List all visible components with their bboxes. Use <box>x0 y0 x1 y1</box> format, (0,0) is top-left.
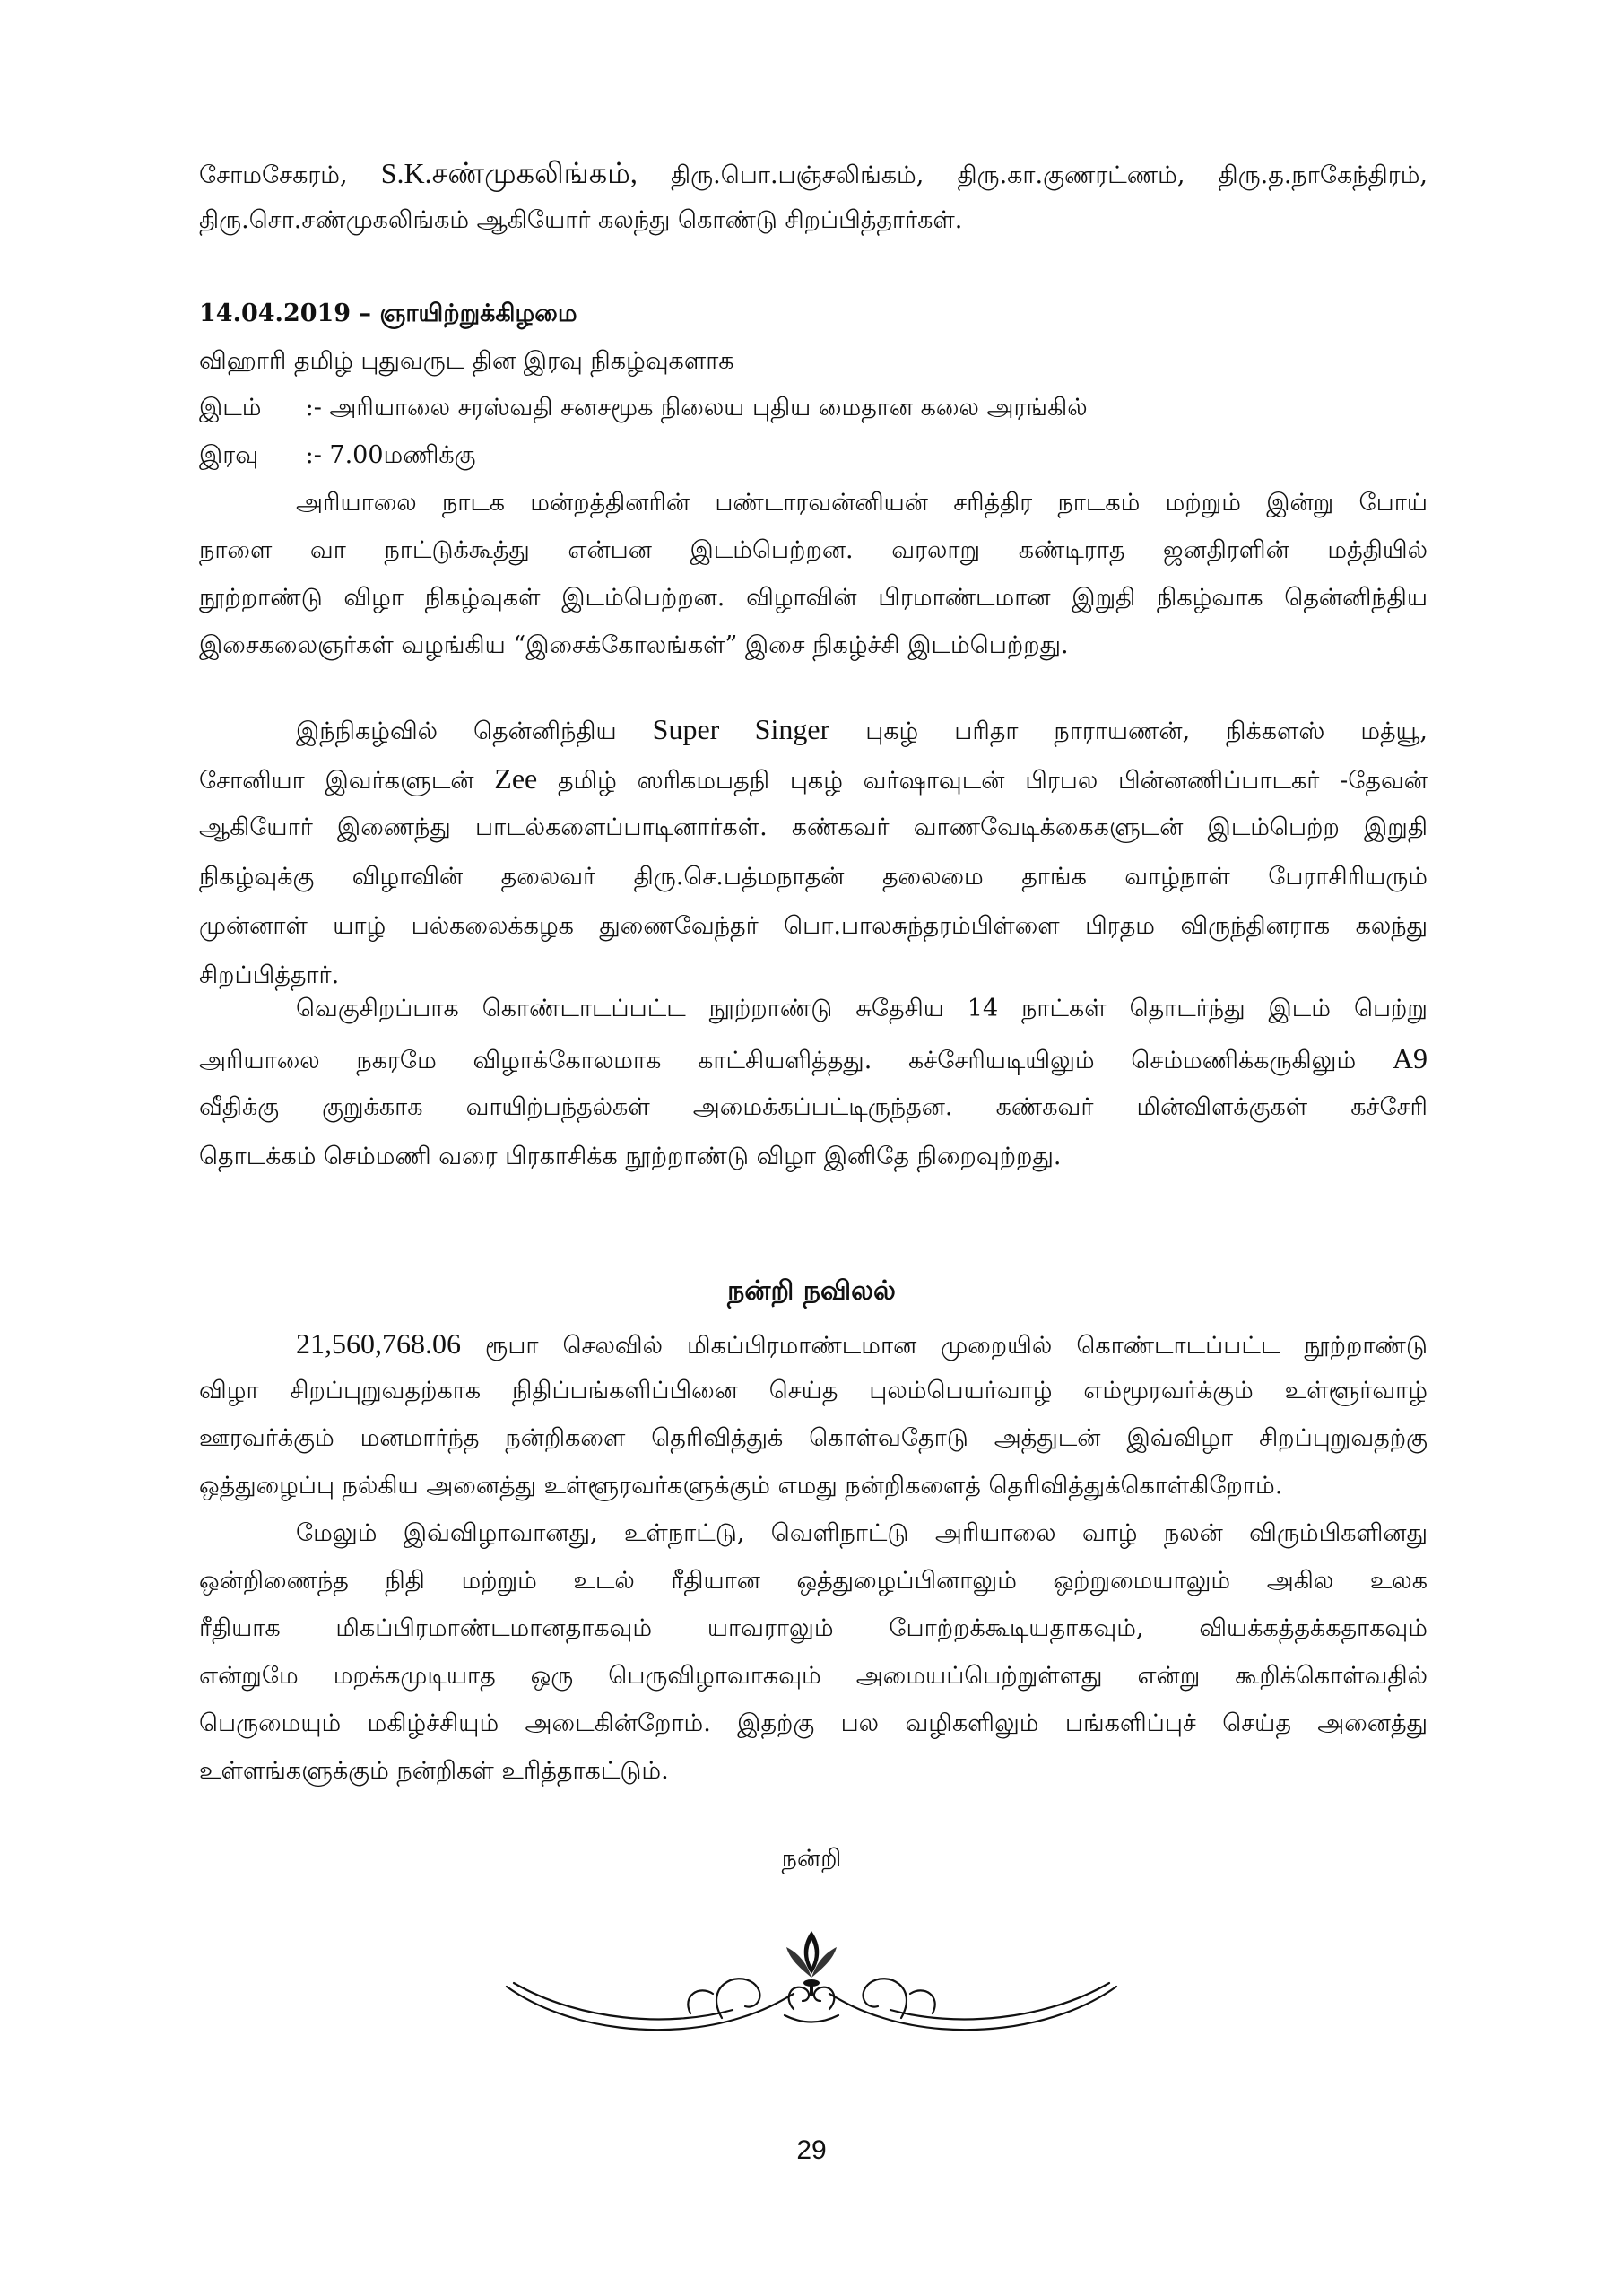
paragraph3-line2-a: அரியாலை நகரமே விழாக்கோலமாக காட்சியளித்தது. கச்சேரியடியிலும் செம்மணிக்கருகிலும் <box>199 1047 1357 1074</box>
paragraph1-line-2: நாளை வா நாட்டுக்கூத்து என்பன இடம்பெற்றன. வரலாறு கண்டிராத ஜனதிரளின் மத்தியில் <box>199 536 1428 564</box>
intro-name-2: S.K.சண்முகலிங்கம், <box>380 157 638 189</box>
thanks1-line-3: ஊரவர்க்கும் மனமார்ந்த நன்றிகளை தெரிவித்துக் கொள்வதோடு அத்துடன் இவ்விழா சிறப்புறுவதற்கு <box>199 1424 1428 1452</box>
time-value: :- 7.00மணிக்கு <box>305 441 476 469</box>
intro-name-3: திரு.பொ.பஞ்சலிங்கம், <box>671 161 924 189</box>
paragraph2-line2-c: தமிழ் ஸரிகமபதநி புகழ் வர்ஷாவுடன் பிரபல பின்னணிப்பாடகர் -தேவன் <box>557 767 1428 795</box>
paragraph3-line-4: தொடக்கம் செம்மணி வரை பிரகாசிக்க நூற்றாண்டு விழா இனிதே நிறைவுற்றது. <box>199 1143 1062 1170</box>
paragraph3-line-3: வீதிக்கு குறுக்காக வாயிற்பந்தல்கள் அமைக்கப்பட்டிருந்தன. கண்கவர் மின்விளக்குகள் கச்சேரி <box>199 1093 1428 1121</box>
venue-label: இடம் <box>199 394 262 422</box>
thanks1-line-4: ஒத்துழைப்பு நல்கிய அனைத்து உள்ளூரவர்களுக்கும் எமது நன்றிகளைத் தெரிவித்துக்கொள்கிறோம். <box>199 1472 1283 1500</box>
thanks2-line-4: என்றுமே மறக்கமுடியாத ஒரு பெருவிழாவாகவும் அமையப்பெற்றுள்ளது என்று கூறிக்கொள்வதில் <box>199 1662 1428 1690</box>
intro-name-5: திரு.த.நாகேந்திரம், <box>1218 161 1428 189</box>
paragraph2-zee: Zee <box>494 762 538 795</box>
time-row <box>199 439 476 472</box>
decorative-flourish-icon <box>498 1924 1125 2049</box>
venue-row <box>199 392 1088 424</box>
paragraph1-line-1: அரியாலை நாடக மன்றத்தினரின் பண்டாரவன்னியன் சரித்திர நாடகம் மற்றும் இன்று போய் <box>296 489 1428 517</box>
event-heading: 14.04.2019 – ஞாயிற்றுக்கிழமை <box>199 300 577 327</box>
intro-name-1: சோமசேகரம், <box>199 161 348 189</box>
paragraph2-text-c: புகழ் பரிதா நாராயணன், நிக்களஸ் மத்யூ, <box>865 718 1428 745</box>
event-subheading: விஹாரி தமிழ் புதுவருட தின இரவு நிகழ்வுகளாக <box>199 347 734 375</box>
paragraph3-line-1: வெகுசிறப்பாக கொண்டாடப்பட்ட நூற்றாண்டு சுதேசிய 14 நாட்கள் தொடர்ந்து இடம் பெற்று <box>296 995 1428 1022</box>
time-label: இரவு <box>199 441 259 469</box>
paragraph2-line-1 <box>296 713 1428 748</box>
intro-name-4: திரு.கா.குணரட்ணம், <box>957 161 1185 189</box>
paragraph2-line-4: நிகழ்வுக்கு விழாவின் தலைவர் திரு.செ.பத்மநாதன் தலைமை தாங்க வாழ்நாள் பேராசிரியரும் <box>199 863 1428 891</box>
closing-text: நன்றி <box>781 1845 842 1873</box>
paragraph2-text-a: இந்நிகழ்வில் தென்னிந்திய <box>296 718 617 745</box>
thanks2-line-5: பெருமையும் மகிழ்ச்சியும் அடைகின்றோம். இதற்கு பல வழிகளிலும் பங்களிப்புச் செய்த அனைத்து <box>199 1709 1428 1737</box>
thanks2-line-2: ஒன்றிணைந்த நிதி மற்றும் உடல் ரீதியான ஒத்துழைப்பினாலும் ஒற்றுமையாலும் அகில உலக <box>199 1567 1428 1595</box>
paragraph1-line-3: நூற்றாண்டு விழா நிகழ்வுகள் இடம்பெற்றன. விழாவின் பிரமாண்டமான இறுதி நிகழ்வாக தென்னிந்திய <box>199 584 1428 612</box>
thanks-title: நன்றி நவிலல் <box>727 1275 896 1307</box>
paragraph2-line-5: முன்னாள் யாழ் பல்கலைக்கழக துணைவேந்தர் பொ.பாலசுந்தரம்பிள்ளை பிரதம விருந்தினராக கலந்து <box>199 912 1428 940</box>
paragraph3-a9: A9 <box>1392 1042 1428 1074</box>
paragraph3-line-2 <box>199 1042 1428 1077</box>
paragraph2-line-3: ஆகியோர் இணைந்து பாடல்களைப்பாடினார்கள். கண்கவர் வாணவேடிக்கைகளுடன் இடம்பெற்ற இறுதி <box>199 813 1428 841</box>
paragraph2-line2-a: சோனியா இவர்களுடன் <box>199 767 474 795</box>
thanks2-line-1: மேலும் இவ்விழாவானது, உள்நாட்டு, வெளிநாட்டு அரியாலை வாழ் நலன் விரும்பிகளினது <box>296 1519 1428 1547</box>
thanks2-line-3: ரீதியாக மிகப்பிரமாண்டமானதாகவும் யாவராலும் போற்றக்கூடியதாகவும், வியக்கத்தக்கதாகவும் <box>199 1614 1428 1642</box>
thanks1-line-1 <box>296 1327 1428 1362</box>
paragraph1-line-4: இசைகலைஞர்கள் வழங்கிய “இசைக்கோலங்கள்” இசை நிகழ்ச்சி இடம்பெற்றது. <box>199 631 1069 659</box>
paragraph2-line-6: சிறப்பித்தார். <box>199 961 340 989</box>
thanks2-line-6: உள்ளங்களுக்கும் நன்றிகள் உரித்தாகட்டும். <box>199 1757 669 1785</box>
venue-value: :- அரியாலை சரஸ்வதி சனசமூக நிலைய புதிய மைதான கலை அரங்கில் <box>305 394 1088 422</box>
page-number: 29 <box>796 2135 827 2165</box>
thanks1-line-2: விழா சிறப்புறுவதற்காக நிதிப்பங்களிப்பினை செய்த புலம்பெயர்வாழ் எம்மூரவர்க்கும் உள்ளூர்வாழ் <box>199 1377 1428 1405</box>
intro-line-1 <box>199 157 1428 192</box>
intro-line-2: திரு.சொ.சண்முகலிங்கம் ஆகியோர் கலந்து கொண்டு சிறப்பித்தார்கள். <box>199 206 963 234</box>
paragraph2-line-2 <box>199 762 1428 797</box>
thanks1-amount: 21,560,768.06 <box>296 1327 461 1360</box>
paragraph2-super-singer: Super Singer <box>652 713 830 745</box>
thanks1-text: ரூபா செலவில் மிகப்பிரமாண்டமான முறையில் கொண்டாடப்பட்ட நூற்றாண்டு <box>485 1332 1428 1360</box>
